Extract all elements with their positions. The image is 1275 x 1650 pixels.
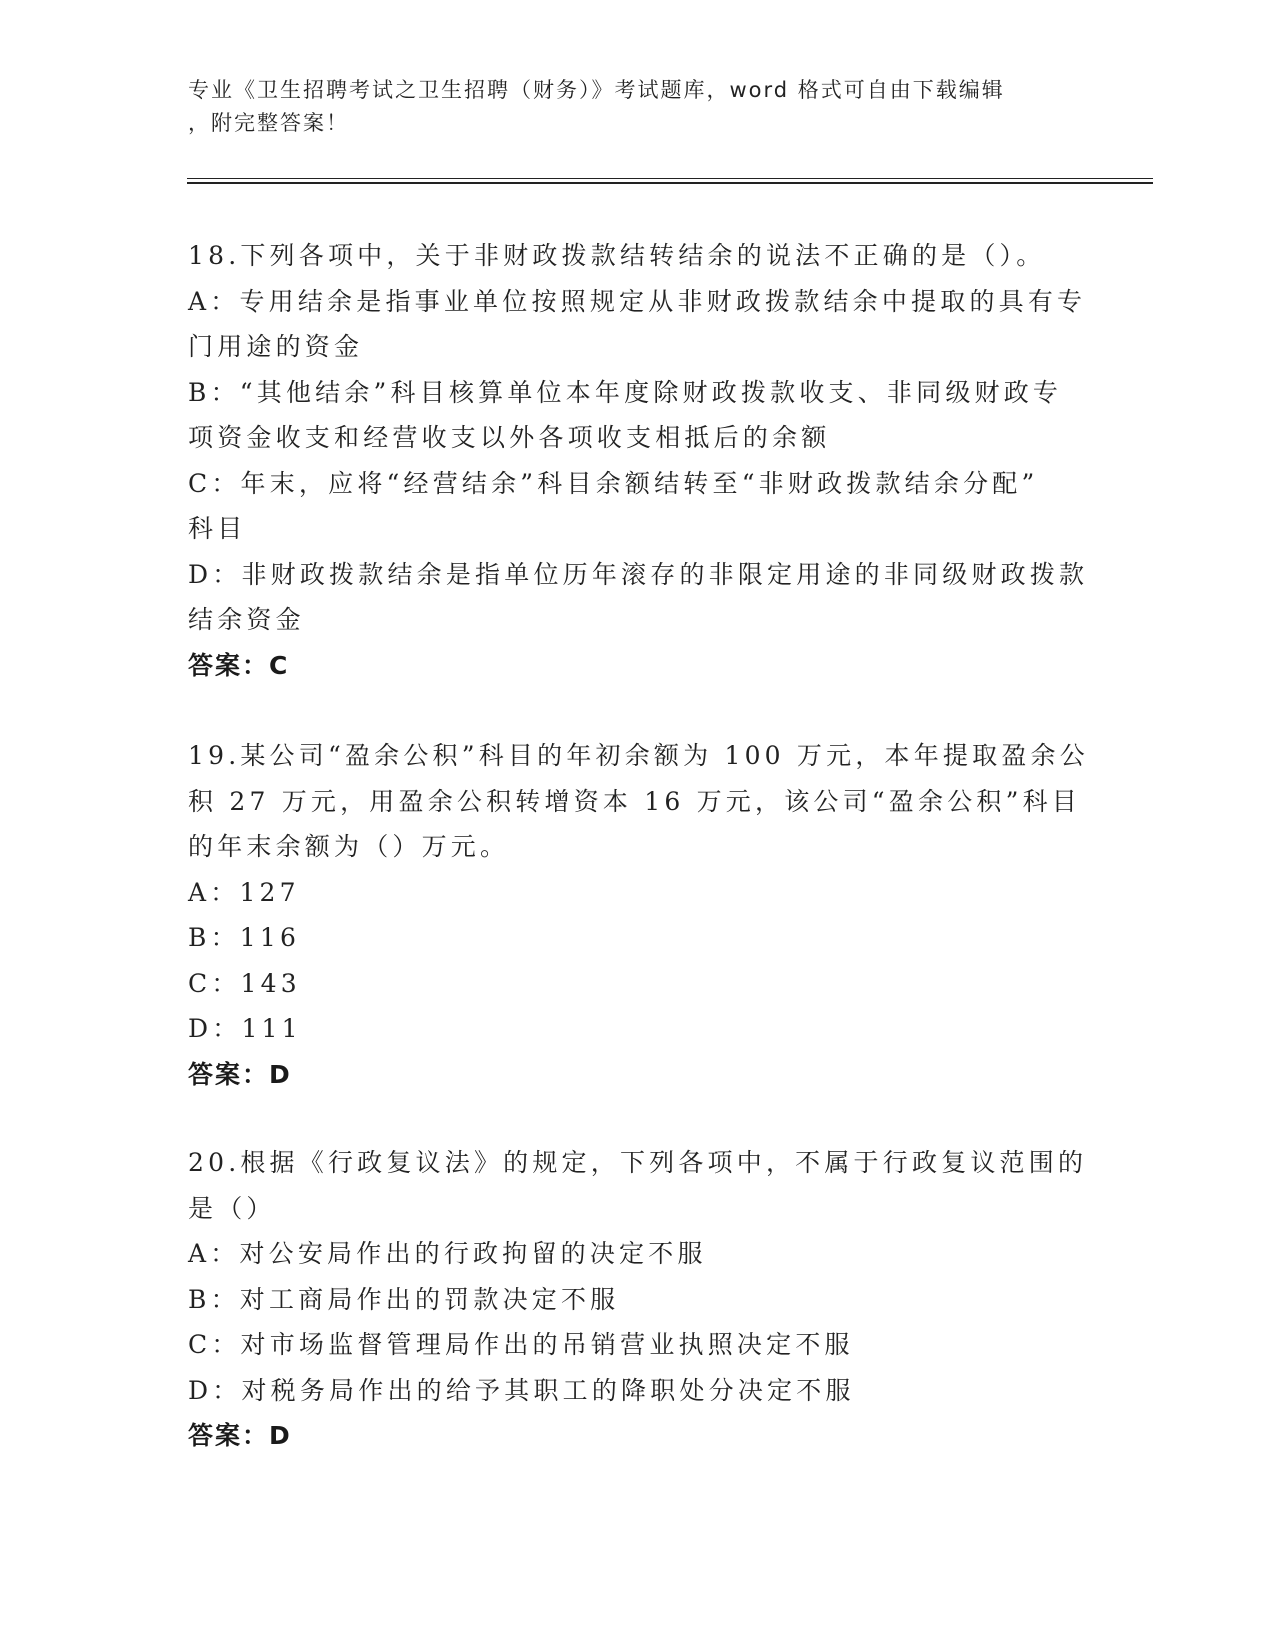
option-c: C：年末，应将“经营结余”科目余额结转至“非财政拨款结余分配” [188,468,1039,498]
option-b: B：116 [188,923,301,952]
option-c: C：对市场监督管理局作出的吊销营业执照决定不服 [188,1330,854,1359]
option-a-continued: 门用途的资金 [188,332,364,361]
option-c: C：143 [188,968,301,998]
question-stem-continued: 是（） [188,1193,276,1223]
option-a: A：127 [188,877,300,907]
option-d: D：111 [188,1014,302,1043]
question-stem: 19.某公司“盈余公积”科目的年初余额为 100 万元，本年提取盈余公 [188,741,1089,770]
header-line: ，附完整答案！ [188,111,349,135]
document-header [188,74,1068,140]
answer: 答案：C [188,650,290,680]
option-a: A：专用结余是指事业单位按照规定从非财政拨款结余中提取的具有专 [188,286,1087,316]
option-c-continued: 科目 [188,514,247,543]
option-b-continued: 项资金收支和经营收支以外各项收支相抵后的余额 [188,423,831,452]
option-a: A：对公安局作出的行政拘留的决定不服 [188,1239,707,1268]
option-b: B：“其他结余”科目核算单位本年度除财政拨款收支、非同级财政专 [188,377,1063,407]
option-b: B：对工商局作出的罚款决定不服 [188,1284,620,1314]
question-stem-continued: 积 27 万元，用盈余公积转增资本 16 万元，该公司“盈余公积”科目 [188,786,1081,816]
header-divider-bottom [187,182,1153,184]
option-d: D：非财政拨款结余是指单位历年滚存的非限定用途的非同级财政拨款 [188,559,1089,589]
question-18 [188,233,1088,688]
header-line: 专业《卫生招聘考试之卫生招聘（财务）》考试题库，word 格式可自由下载编辑 [188,78,1005,102]
option-d-continued: 结余资金 [188,605,305,634]
answer: 答案：D [188,1059,292,1089]
header-divider-top [187,178,1153,179]
answer: 答案：D [188,1421,292,1450]
option-d: D：对税务局作出的给予其职工的降职处分决定不服 [188,1375,855,1405]
question-stem-continued: 的年末余额为（）万元。 [188,832,510,861]
question-19 [188,733,1088,1097]
question-20 [188,1140,1088,1459]
question-stem: 20.根据《行政复议法》的规定，下列各项中，不属于行政复议范围的 [188,1148,1088,1177]
question-stem: 18.下列各项中，关于非财政拨款结转结余的说法不正确的是（）。 [188,241,1046,270]
